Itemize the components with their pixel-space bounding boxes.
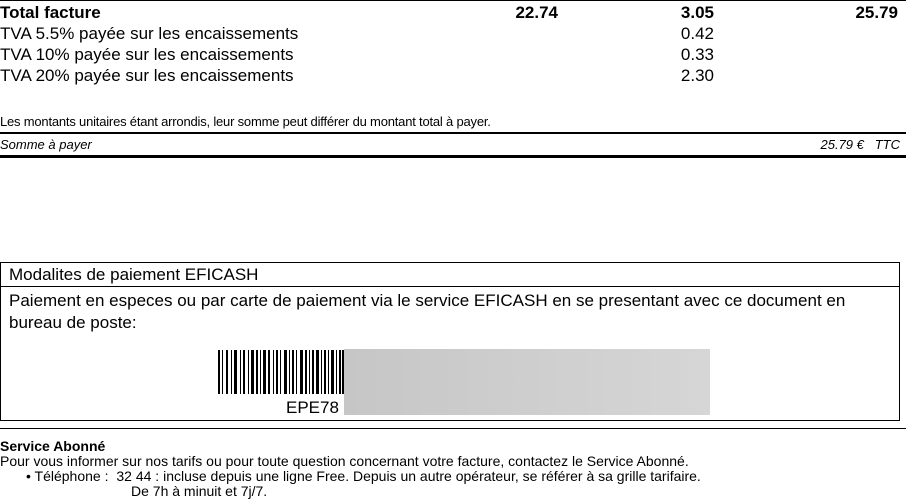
somme-label: Somme à payer	[0, 137, 92, 152]
somme-top-rule	[0, 132, 906, 134]
tva-row-label: TVA 5.5% payée sur les encaissements	[0, 24, 299, 43]
payment-title: Modalites de paiement EFICASH	[9, 265, 259, 284]
somme-suffix: TTC	[874, 137, 900, 152]
payment-box	[0, 262, 900, 421]
total-ht-value: 22.74	[515, 3, 558, 22]
tva-row-label: TVA 20% payée sur les encaissements	[0, 66, 294, 85]
payment-separator	[1, 286, 899, 287]
barcode-code: EPE78	[286, 398, 339, 417]
phone-text: 32 44 : incluse depuis une ligne Free. Depuis un autre opérateur, se référer à sa grille tarifaire.	[116, 468, 701, 484]
total-tva-value: 3.05	[680, 3, 714, 22]
top-rule	[0, 0, 906, 1]
payment-description: Paiement en especes ou par carte de paiement via le service EFICASH en se presentant avec ce document en bureau de poste:	[9, 291, 846, 332]
tva-row-amount: 0.33	[680, 45, 714, 64]
somme-amount-value: 25.79 €	[820, 137, 864, 152]
phone-label: • Téléphone :	[26, 468, 109, 484]
redacted-barcode-area	[344, 349, 710, 415]
service-intro: Pour vous informer sur nos tarifs ou pour toute question concernant votre facture, contactez le Service Abonné.	[0, 453, 689, 469]
total-facture-label: Total facture	[0, 3, 101, 22]
barcode	[218, 350, 344, 394]
service-phone-line	[26, 468, 701, 484]
service-hours: De 7h à minuit et 7j/7.	[131, 483, 268, 499]
tva-row-amount: 2.30	[680, 66, 714, 85]
somme-a-payer-row	[0, 137, 906, 153]
service-title: Service Abonné	[0, 438, 106, 454]
total-ttc-value: 25.79	[855, 3, 898, 22]
service-top-rule	[0, 428, 906, 429]
somme-bottom-rule	[0, 155, 906, 158]
tva-row-label: TVA 10% payée sur les encaissements	[0, 45, 294, 64]
somme-amount	[821, 137, 901, 153]
tva-row-amount: 0.42	[680, 24, 714, 43]
rounding-note: Les montants unitaires étant arrondis, leur somme peut différer du montant total à payer.	[0, 114, 491, 129]
